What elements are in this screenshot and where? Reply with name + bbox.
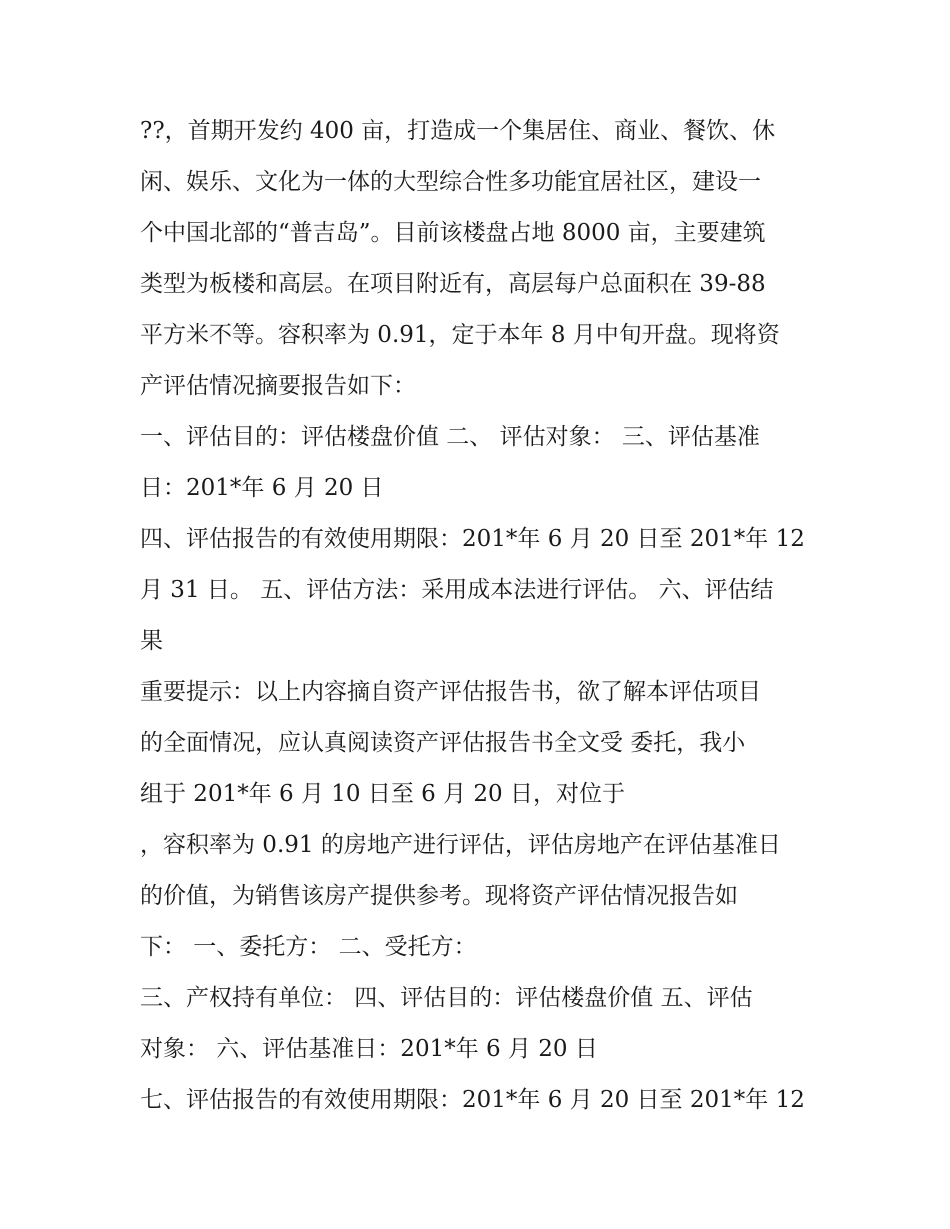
text-line: 一、评估目的：评估楼盘价值 二、 评估对象： 三、评估基准 xyxy=(140,424,760,450)
text-line: 月 31 日。 五、评估方法：采用成本法进行评估。 六、评估结 xyxy=(140,577,774,603)
text-line: 闲、娱乐、文化为一体的大型综合性多功能宜居社区，建设一 xyxy=(140,169,761,195)
text-line: 平方米不等。容积率为 0.91，定于本年 8 月中旬开盘。现将资 xyxy=(140,322,780,348)
text-line: ，容积率为 0.91 的房地产进行评估，评估房地产在评估基准日 xyxy=(140,832,781,858)
text-line: 产评估情况摘要报告如下： xyxy=(140,373,416,399)
text-line: 七、评估报告的有效使用期限：201*年 6 月 20 日至 201*年 12 xyxy=(140,1087,805,1113)
text-line: 类型为板楼和高层。在项目附近有，高层每户总面积在 39-88 xyxy=(140,271,766,297)
text-line: 重要提示：以上内容摘自资产评估报告书，欲了解本评估项目 xyxy=(140,679,761,705)
text-line: 的价值，为销售该房产提供参考。现将资产评估情况报告如 xyxy=(140,883,738,909)
text-line: 的全面情况，应认真阅读资产评估报告书全文受 委托，我小 xyxy=(140,730,746,756)
text-line: 四、评估报告的有效使用期限：201*年 6 月 20 日至 201*年 12 xyxy=(140,526,805,552)
text-line: 下： 一、委托方： 二、受托方： xyxy=(140,934,477,960)
text-line: 组于 201*年 6 月 10 日至 6 月 20 日，对位于 xyxy=(140,781,625,807)
document-body xyxy=(140,106,820,1126)
text-line: 果 xyxy=(140,628,163,654)
text-line: 三、产权持有单位： 四、评估目的：评估楼盘价值 五、评估 xyxy=(140,985,753,1011)
text-line: 对象： 六、评估基准日：201*年 6 月 20 日 xyxy=(140,1036,598,1062)
text-line: ??，首期开发约 400 亩，打造成一个集居住、商业、餐饮、休 xyxy=(140,118,776,144)
text-line: 个中国北部的“普吉岛”。目前该楼盘占地 8000 亩，主要建筑 xyxy=(140,220,766,246)
text-line: 日：201*年 6 月 20 日 xyxy=(140,475,384,501)
